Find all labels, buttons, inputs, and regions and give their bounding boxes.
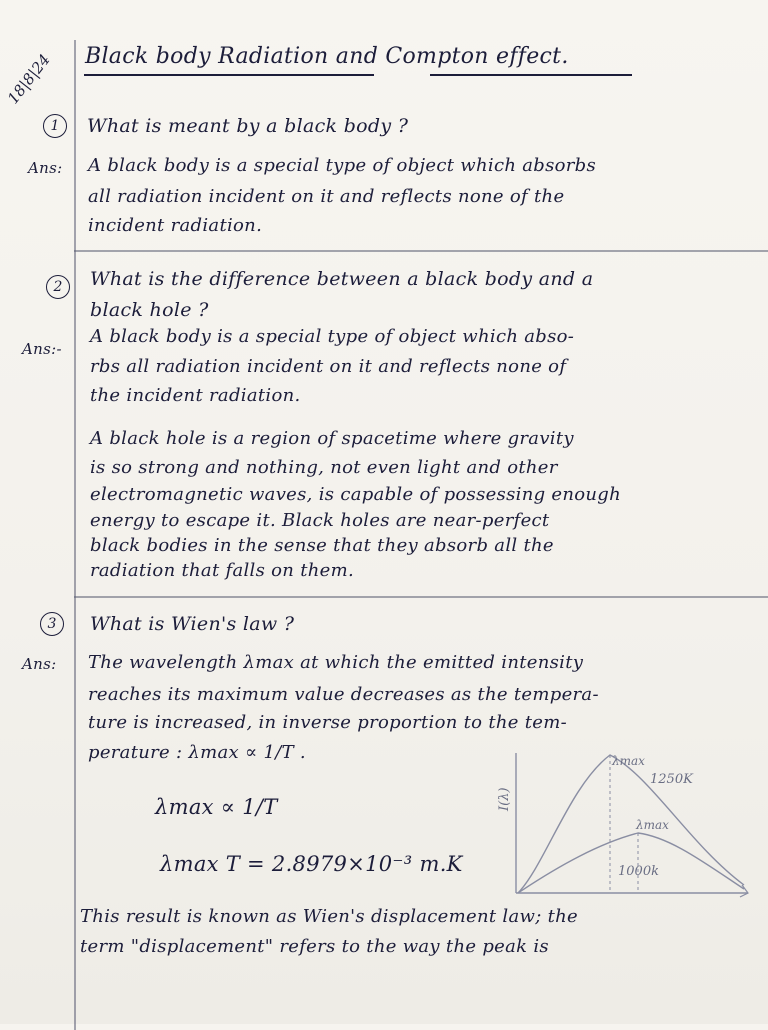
question-1: What is meant by a black body ? xyxy=(87,115,409,137)
answer-3-line-3: ture is increased, in inverse proportion to the tem- xyxy=(88,712,567,733)
closing-line-1: This result is known as Wien's displacement law; the xyxy=(80,906,578,927)
equation-wien-constant: λmax T = 2.8979×10⁻³ m.K xyxy=(160,852,463,876)
answer-1-line-2: all radiation incident on it and reflects none of the xyxy=(88,186,565,207)
title-underline-1 xyxy=(84,74,374,76)
page-title: Black body Radiation and Compton effect. xyxy=(85,44,569,69)
graph-y-label: I(λ) xyxy=(497,787,512,811)
answer-2-para-2-line-5: black bodies in the sense that they absorb all the xyxy=(90,535,554,556)
answer-2-para-2-line-3: electromagnetic waves, is capable of possessing enough xyxy=(90,484,622,505)
answer-3-line-2: reaches its maximum value decreases as the tempera- xyxy=(88,684,599,705)
question-2-line-1: What is the difference between a black body and a xyxy=(90,268,594,290)
answer-label-2: Ans:- xyxy=(22,340,62,358)
question-2-line-2: black hole ? xyxy=(90,299,209,321)
answer-2-line-1: A black body is a special type of object which abso- xyxy=(90,326,575,347)
wien-graph xyxy=(497,745,755,905)
title-underline-2 xyxy=(430,74,632,76)
graph-curve-label-1: 1250K xyxy=(650,772,693,787)
answer-2-line-3: the incident radiation. xyxy=(90,385,301,406)
curve-1000k xyxy=(518,833,744,893)
answer-2-para-2-line-6: radiation that falls on them. xyxy=(90,560,354,581)
answer-1-line-1: A black body is a special type of object which absorbs xyxy=(88,155,597,176)
date-note: 18|8|24 xyxy=(4,50,54,108)
answer-1-line-3: incident radiation. xyxy=(88,215,263,236)
answer-label-1: Ans: xyxy=(28,159,63,177)
answer-2-para-2-line-1: A black hole is a region of spacetime where gravity xyxy=(90,428,574,449)
question-number-1: 1 xyxy=(43,114,67,138)
answer-2-line-2: rbs all radiation incident on it and reflects none of xyxy=(90,356,567,377)
graph-peak-label-2: λmax xyxy=(636,818,669,832)
question-number-3: 3 xyxy=(40,612,64,636)
answer-label-3: Ans: xyxy=(22,655,57,673)
answer-3-line-4: perature : λmax ∝ 1/T . xyxy=(88,742,306,763)
graph-peak-label-1: λmax xyxy=(612,754,645,768)
answer-2-para-2-line-2: is so strong and nothing, not even light and other xyxy=(90,457,558,478)
closing-line-2: term "displacement" refers to the way the peak is xyxy=(80,936,549,957)
section-divider-2 xyxy=(74,596,768,598)
answer-2-para-2-line-4: energy to escape it. Black holes are near-perfect xyxy=(90,510,550,531)
equation-wien-proportional: λmax ∝ 1/T xyxy=(155,795,278,819)
graph-curve-label-2: 1000k xyxy=(618,864,659,879)
question-number-2: 2 xyxy=(46,275,70,299)
section-divider-1 xyxy=(74,250,768,252)
answer-3-line-1: The wavelength λmax at which the emitted intensity xyxy=(88,652,584,673)
margin-line xyxy=(74,40,76,1030)
question-3: What is Wien's law ? xyxy=(90,613,295,635)
